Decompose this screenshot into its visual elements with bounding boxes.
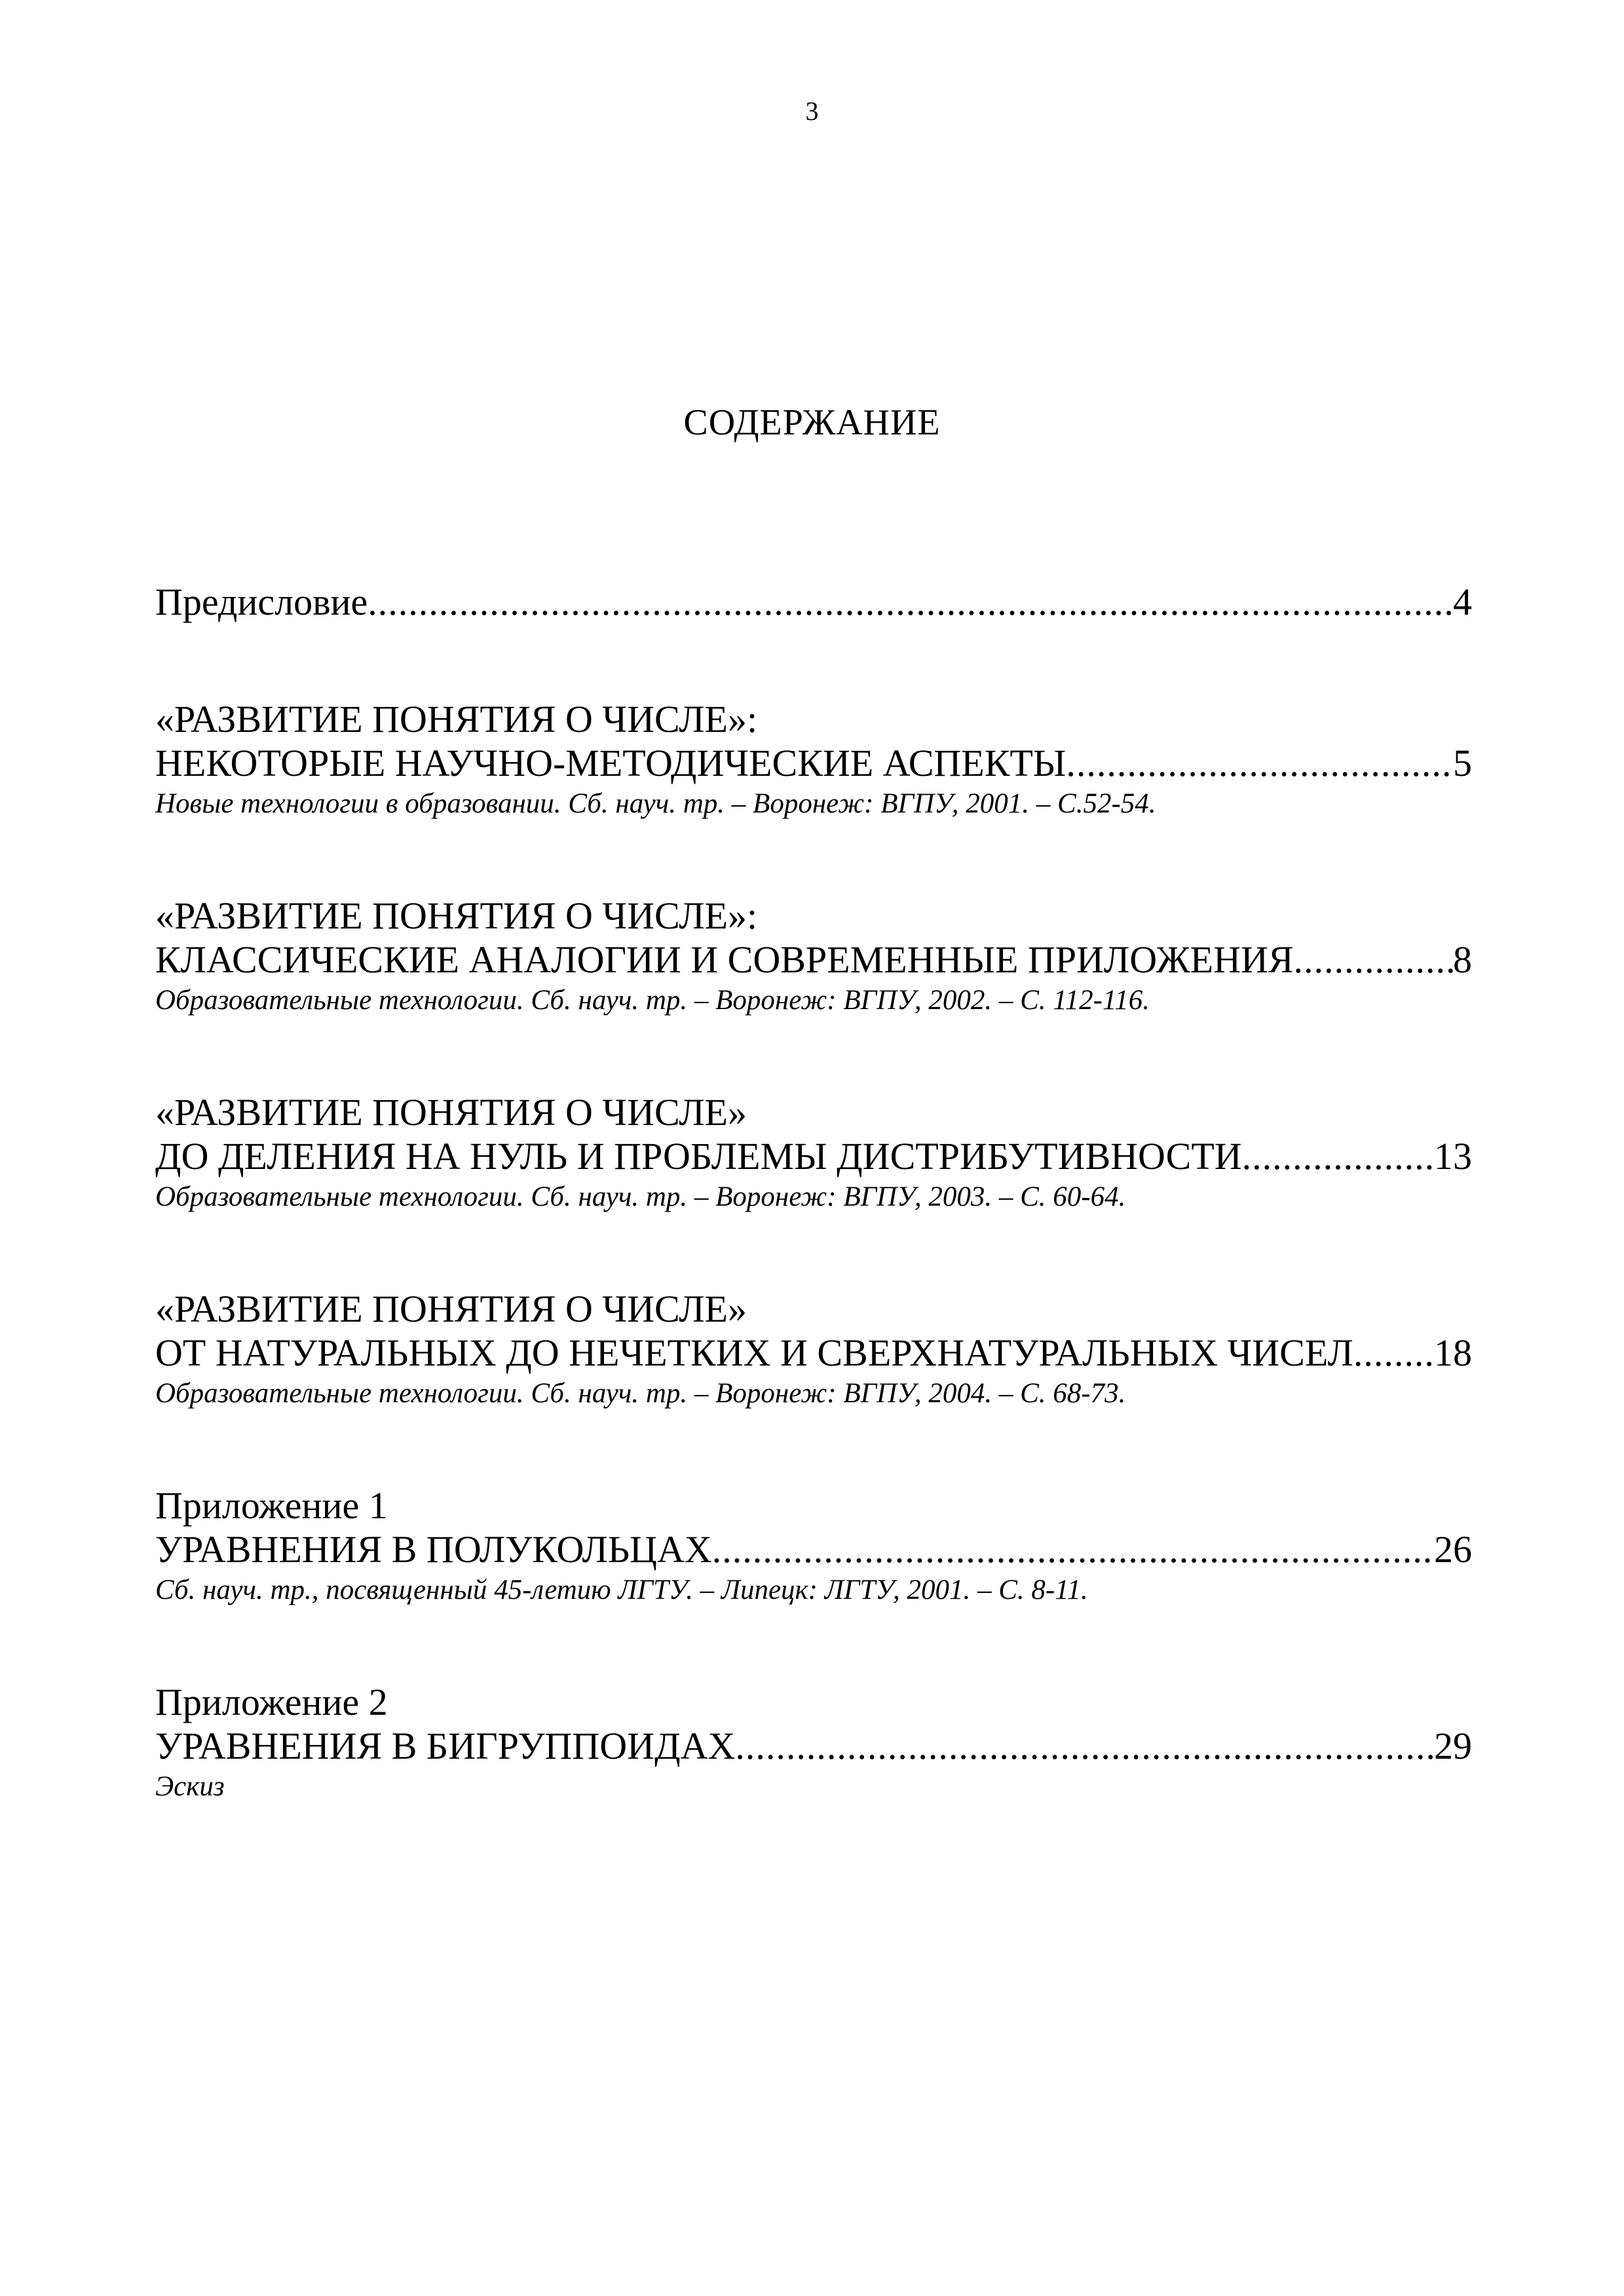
dot-leader (735, 1724, 1434, 1768)
toc-entry-line (155, 1724, 1472, 1768)
toc-entry-source: Эскиз (155, 1771, 225, 1802)
toc-entry-page: 4 (1453, 581, 1472, 623)
toc-entry-heading: «РАЗВИТИЕ ПОНЯТИЯ О ЧИСЛЕ» (155, 1288, 747, 1330)
toc-entry-line (155, 1527, 1472, 1571)
toc-entry (155, 697, 1472, 823)
toc-entry-title: УРАВНЕНИЯ В БИГРУППОИДАХ (155, 1725, 736, 1767)
toc-entry-line (155, 1331, 1472, 1375)
toc-entry-appendix-1 (155, 1483, 1472, 1609)
toc-entry-line (155, 741, 1472, 785)
toc-entry-page: 26 (1434, 1528, 1472, 1571)
toc-entry-title: КЛАССИЧЕСКИЕ АНАЛОГИИ И СОВРЕМЕННЫЕ ПРИЛОЖЕНИЯ (155, 938, 1294, 981)
toc-entry-title: Предисловие (155, 581, 368, 623)
dot-leader (1242, 1134, 1434, 1178)
toc-entry-source: Образовательные технологии. Сб. науч. тр. – Воронеж: ВГПУ, 2004. – С. 68-73. (155, 1378, 1126, 1409)
toc-entry-page: 13 (1434, 1135, 1472, 1177)
toc-entry-line (155, 580, 1472, 624)
toc-entry-source: Образовательные технологии. Сб. науч. тр. – Воронеж: ВГПУ, 2002. – С. 112-116. (155, 985, 1150, 1016)
toc-entry-source: Образовательные технологии. Сб. науч. тр. – Воронеж: ВГПУ, 2003. – С. 60-64. (155, 1181, 1126, 1212)
toc-entry-page: 5 (1453, 742, 1472, 784)
toc-entry-heading: Приложение 2 (155, 1681, 388, 1723)
page-number: 3 (805, 96, 819, 126)
dot-leader (712, 1527, 1434, 1571)
toc-entry-heading: «РАЗВИТИЕ ПОНЯТИЯ О ЧИСЛЕ»: (155, 698, 758, 740)
toc-entry-heading: «РАЗВИТИЕ ПОНЯТИЯ О ЧИСЛЕ»: (155, 894, 758, 937)
toc-entry (155, 1287, 1472, 1413)
toc-entry-appendix-2 (155, 1680, 1472, 1806)
toc-entry (155, 894, 1472, 1020)
table-of-contents (155, 580, 1472, 1877)
toc-entry-source: Сб. науч. тр., посвященный 45-летию ЛГТУ. – Липецк: ЛГТУ, 2001. – С. 8-11. (155, 1575, 1088, 1605)
dot-leader (1294, 938, 1453, 982)
toc-entry (155, 1090, 1472, 1216)
toc-entry-line (155, 938, 1472, 982)
toc-entry-heading: «РАЗВИТИЕ ПОНЯТИЯ О ЧИСЛЕ» (155, 1091, 747, 1134)
toc-entry-source: Новые технологии в образовании. Сб. науч. тр. – Воронеж: ВГПУ, 2001. – С.52-54. (155, 788, 1156, 819)
toc-entry-page: 29 (1434, 1725, 1472, 1767)
toc-entry-title: УРАВНЕНИЯ В ПОЛУКОЛЬЦАХ (155, 1528, 712, 1571)
dot-leader (1066, 741, 1453, 785)
toc-entry-preface (155, 580, 1472, 624)
toc-entry-line (155, 1134, 1472, 1178)
toc-entry-title: ОТ НАТУРАЛЬНЫХ ДО НЕЧЕТКИХ И СВЕРХНАТУРАЛЬНЫХ ЧИСЕЛ (155, 1331, 1353, 1374)
toc-entry-title: ДО ДЕЛЕНИЯ НА НУЛЬ И ПРОБЛЕМЫ ДИСТРИБУТИВНОСТИ (155, 1135, 1242, 1177)
toc-entry-heading: Приложение 1 (155, 1484, 388, 1527)
page-title: СОДЕРЖАНИЕ (683, 402, 941, 443)
dot-leader (1353, 1331, 1434, 1375)
toc-entry-page: 18 (1434, 1331, 1472, 1374)
dot-leader (368, 580, 1453, 624)
toc-entry-page: 8 (1453, 938, 1472, 981)
toc-entry-title: НЕКОТОРЫЕ НАУЧНО-МЕТОДИЧЕСКИЕ АСПЕКТЫ (155, 742, 1067, 784)
